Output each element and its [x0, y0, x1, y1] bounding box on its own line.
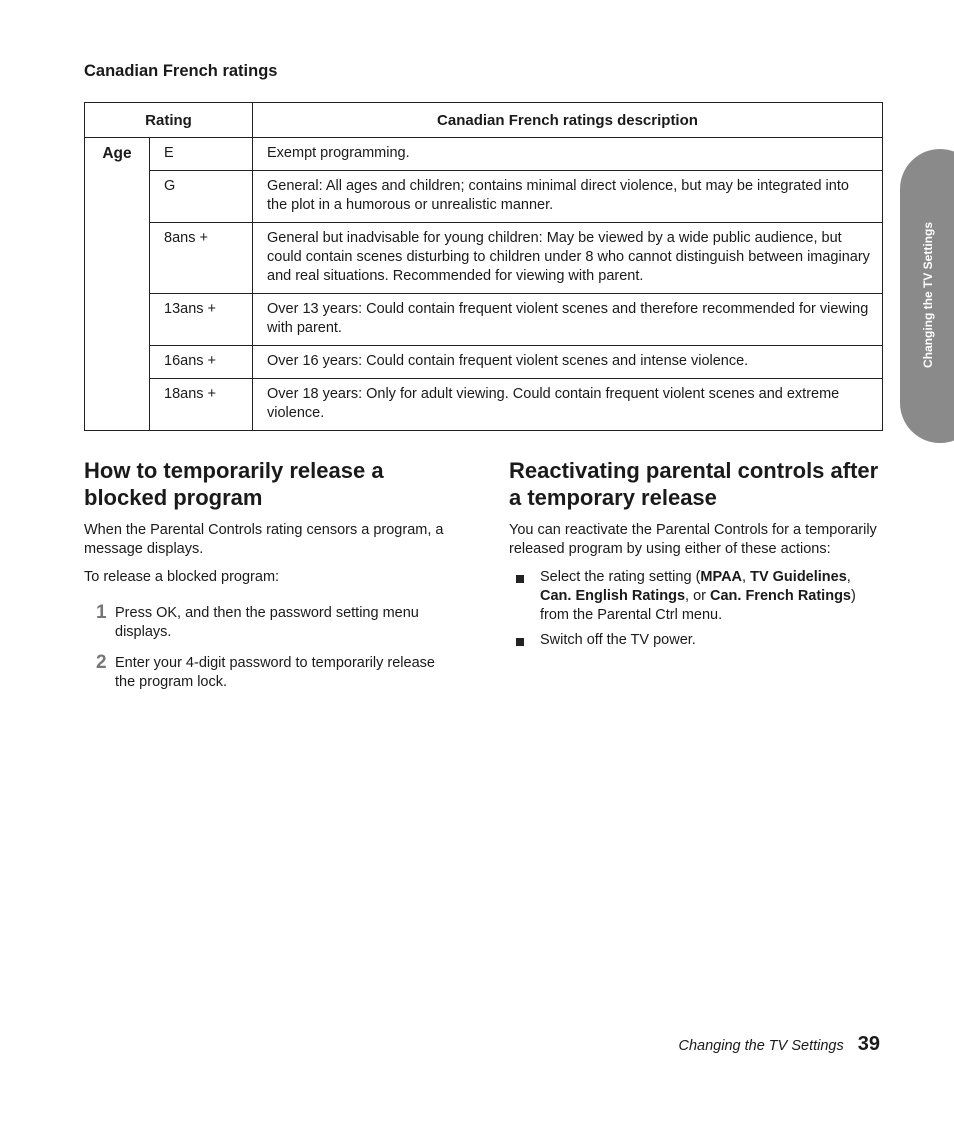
table-row [85, 294, 883, 346]
release-section [84, 457, 456, 692]
section-title: Canadian French ratings [84, 62, 278, 80]
step-text: Press OK, and then the password setting menu displays. [115, 605, 419, 640]
table-row [85, 379, 883, 431]
step-number: 1 [96, 602, 107, 623]
rating-cell: 18ans + [150, 379, 253, 431]
release-step [84, 604, 456, 642]
release-lead: To release a blocked program: [84, 569, 280, 585]
reactivate-intro: You can reactivate the Parental Controls for a temporarily released program by using either of these actions: [509, 522, 877, 557]
step-text: Enter your 4-digit password to temporarily release the program lock. [115, 655, 435, 690]
description-cell: Over 18 years: Only for adult viewing. Could contain frequent violent scenes and extreme violence. [253, 379, 883, 431]
description-cell: Exempt programming. [253, 138, 883, 171]
rating-cell: E [150, 138, 253, 171]
release-step [84, 654, 456, 692]
header-description: Canadian French ratings description [253, 103, 883, 138]
header-rating: Rating [85, 103, 253, 138]
bullet-text: Select the rating setting ( [540, 569, 701, 585]
release-heading: How to temporarily release a blocked program [84, 458, 384, 510]
table-row [85, 223, 883, 294]
bullet-text: , [846, 569, 851, 585]
table-row [85, 138, 883, 171]
canadian-french-ratings-table [84, 102, 883, 431]
bullet-text: , or [685, 588, 710, 604]
table-row [85, 346, 883, 379]
reactivate-bullet [509, 631, 883, 650]
page-number: 39 [857, 1033, 880, 1055]
description-cell: Over 13 years: Could contain frequent violent scenes and therefore recommended for viewing with parent. [253, 294, 883, 346]
rating-cell: 16ans + [150, 346, 253, 379]
release-intro: When the Parental Controls rating censors a program, a message displays. [84, 522, 444, 557]
chapter-side-tab-label: Changing the TV Settings [921, 222, 935, 368]
option-can-french-ratings: Can. French Ratings [710, 588, 851, 604]
rating-cell: 8ans + [150, 223, 253, 294]
table-header-row [85, 103, 883, 138]
option-can-english-ratings: Can. English Ratings [540, 588, 686, 604]
reactivate-section [509, 457, 883, 650]
step-number: 2 [96, 652, 107, 673]
reactivate-bullet [509, 568, 883, 625]
rating-cell: G [150, 171, 253, 223]
category-age: Age [85, 138, 150, 431]
bullet-text: Switch off the TV power. [540, 632, 696, 648]
table-row [85, 171, 883, 223]
rating-cell: 13ans + [150, 294, 253, 346]
description-cell: General: All ages and children; contains minimal direct violence, but may be integrated into the plot in a humorous or unrealistic manner. [253, 171, 883, 223]
description-cell: General but inadvisable for young children: May be viewed by a wide public audience, but could contain scenes disturbing to children under 8 who cannot distinguish between imaginary and real situations. Recommended for viewing with parent. [253, 223, 883, 294]
description-cell: Over 16 years: Could contain frequent violent scenes and intense violence. [253, 346, 883, 379]
footer-chapter-title: Changing the TV Settings [678, 1038, 844, 1054]
bullet-text: ) from the Parental Ctrl menu. [540, 588, 856, 623]
page-footer [679, 1033, 881, 1056]
option-mpaa: MPAA [700, 569, 743, 585]
reactivate-heading: Reactivating parental controls after a temporary release [509, 458, 879, 510]
bullet-square-icon [516, 575, 524, 583]
bullet-text: , [742, 569, 751, 585]
bullet-square-icon [516, 638, 524, 646]
option-tv-guidelines: TV Guidelines [750, 569, 847, 585]
